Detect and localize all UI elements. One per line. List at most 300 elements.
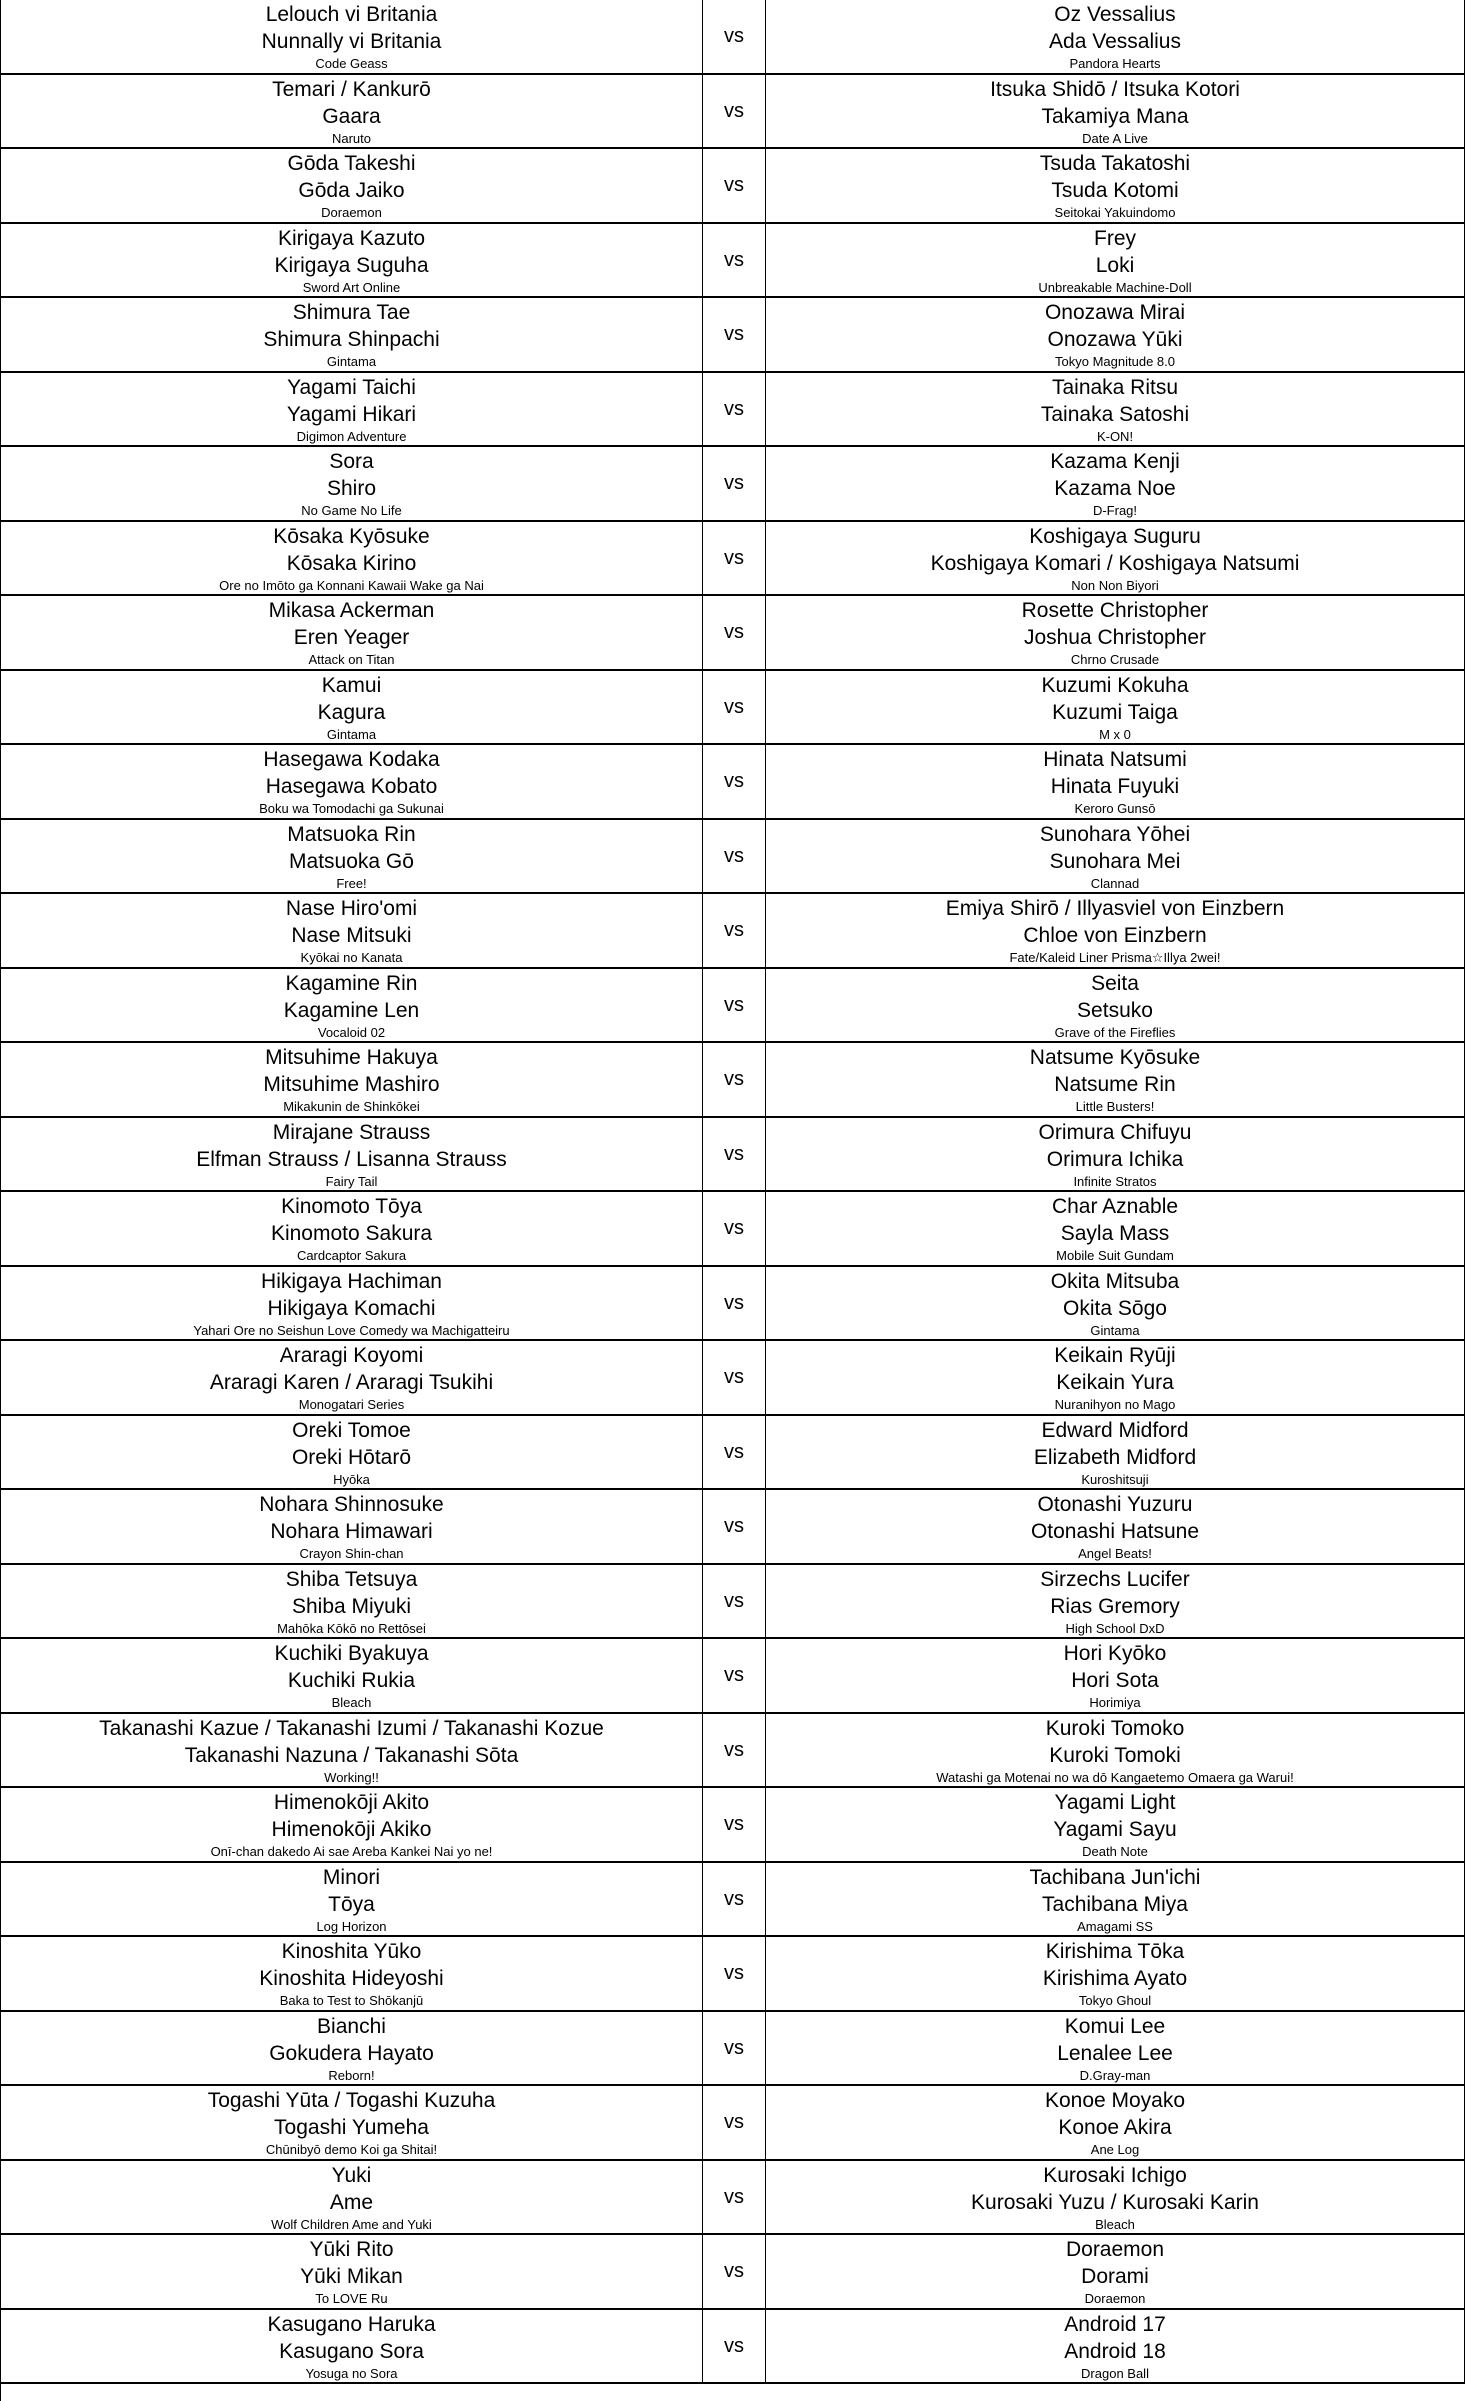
right-series-title: K-ON! [1096, 428, 1134, 444]
left-pair-cell [1, 1341, 703, 1414]
vs-cell [703, 969, 766, 1042]
left-character-2: Kinoshita Hideyoshi [259, 1967, 444, 1991]
vs-label: vs [724, 99, 744, 122]
matchup-row [1, 1416, 1465, 1491]
right-pair-cell [766, 2310, 1465, 2383]
left-character-2: Kōsaka Kirino [286, 551, 417, 575]
right-character-1: Okita Mitsuba [1050, 1269, 1180, 1293]
left-character-1: Nase Hiro'omi [285, 897, 418, 921]
left-character-2: Kagamine Len [283, 998, 420, 1022]
vs-label: vs [724, 2185, 744, 2208]
left-character-2: Gaara [322, 104, 381, 128]
left-pair-cell [1, 1639, 703, 1712]
left-series-title: Naruto [331, 130, 372, 146]
vs-cell [703, 2086, 766, 2159]
right-character-2: Tsuda Kotomi [1051, 179, 1179, 203]
vs-label: vs [724, 25, 744, 48]
vs-cell [703, 522, 766, 595]
right-character-2: Hinata Fuyuki [1050, 775, 1180, 799]
right-pair-cell [766, 969, 1465, 1042]
left-character-1: Matsuoka Rin [287, 822, 416, 846]
vs-cell [703, 298, 766, 371]
matchup-row [1, 820, 1465, 895]
right-character-2: Kurosaki Yuzu / Kurosaki Karin [971, 2190, 1259, 2214]
left-series-title: Sword Art Online [302, 279, 401, 295]
left-character-2: Kirigaya Suguha [274, 253, 429, 277]
left-series-title: Hyōka [333, 1471, 370, 1487]
left-character-2: Shimura Shinpachi [263, 328, 440, 352]
matchup-row [1, 671, 1465, 746]
right-pair-cell [766, 1416, 1465, 1489]
right-character-2: Koshigaya Komari / Koshigaya Natsumi [930, 551, 1300, 575]
vs-cell [703, 373, 766, 446]
matchup-row [1, 1565, 1465, 1640]
right-character-1: Rosette Christopher [1021, 599, 1209, 623]
left-character-1: Kasugano Haruka [267, 2312, 436, 2336]
right-pair-cell [766, 1863, 1465, 1936]
left-series-title: Kyōkai no Kanata [300, 950, 403, 966]
left-series-title: Boku wa Tomodachi ga Sukunai [259, 801, 444, 817]
left-series-title: Log Horizon [316, 1918, 387, 1934]
left-pair-cell [1, 1416, 703, 1489]
left-pair-cell [1, 596, 703, 669]
left-pair-cell [1, 373, 703, 446]
left-character-2: Takanashi Nazuna / Takanashi Sōta [184, 1743, 519, 1767]
matchup-row [1, 298, 1465, 373]
left-pair-cell [1, 1490, 703, 1563]
matchup-row [1, 1043, 1465, 1118]
left-pair-cell [1, 969, 703, 1042]
left-character-1: Yūki Rito [309, 2238, 394, 2262]
left-character-1: Himenokōji Akito [273, 1791, 430, 1815]
vs-label: vs [724, 1366, 744, 1389]
right-series-title: Horimiya [1089, 1695, 1141, 1711]
right-character-2: Dorami [1081, 2265, 1149, 2289]
left-character-2: Nase Mitsuki [291, 924, 412, 948]
right-series-title: Death Note [1082, 1844, 1148, 1860]
left-pair-cell [1, 2161, 703, 2234]
right-series-title: Little Busters! [1075, 1099, 1155, 1115]
vs-label: vs [724, 546, 744, 569]
vs-label: vs [724, 1440, 744, 1463]
left-pair-cell [1, 522, 703, 595]
vs-cell [703, 1565, 766, 1638]
left-character-2: Nohara Himawari [270, 1520, 433, 1544]
matchup-row [1, 1267, 1465, 1342]
right-character-1: Keikain Ryūji [1054, 1344, 1176, 1368]
right-pair-cell [766, 671, 1465, 744]
vs-cell [703, 596, 766, 669]
right-pair-cell [766, 2161, 1465, 2234]
left-series-title: Crayon Shin-chan [299, 1546, 404, 1562]
matchup-row [1, 1863, 1465, 1938]
right-character-1: Kurosaki Ichigo [1043, 2163, 1187, 2187]
vs-cell [703, 1788, 766, 1861]
right-character-2: Ada Vessalius [1049, 30, 1181, 54]
matchup-row [1, 969, 1465, 1044]
right-series-title: Chrno Crusade [1070, 652, 1160, 668]
left-character-1: Kinomoto Tōya [281, 1195, 422, 1219]
left-series-title: Chūnibyō demo Koi ga Shitai! [265, 2142, 438, 2158]
right-character-1: Konoe Moyako [1044, 2089, 1186, 2113]
vs-cell [703, 1416, 766, 1489]
right-series-title: Gintama [1090, 1322, 1140, 1338]
right-series-title: Clannad [1090, 875, 1140, 891]
vs-label: vs [724, 323, 744, 346]
left-character-1: Shimura Tae [292, 301, 411, 325]
vs-label: vs [724, 174, 744, 197]
vs-label: vs [724, 1142, 744, 1165]
left-pair-cell [1, 1788, 703, 1861]
right-character-1: Komui Lee [1064, 2014, 1166, 2038]
vs-label: vs [724, 1068, 744, 1091]
right-character-2: Okita Sōgo [1063, 1296, 1167, 1320]
left-character-2: Hikigaya Komachi [267, 1296, 436, 1320]
left-pair-cell [1, 1043, 703, 1116]
left-character-1: Kuchiki Byakuya [274, 1642, 429, 1666]
left-character-1: Temari / Kankurō [272, 77, 431, 101]
right-pair-cell [766, 298, 1465, 371]
left-character-2: Kinomoto Sakura [270, 1222, 433, 1246]
vs-cell [703, 75, 766, 148]
vs-label: vs [724, 695, 744, 718]
left-character-1: Lelouch vi Britania [265, 3, 438, 27]
matchup-row [1, 1788, 1465, 1863]
vs-label: vs [724, 397, 744, 420]
left-character-1: Kagamine Rin [285, 971, 418, 995]
right-pair-cell [766, 373, 1465, 446]
right-pair-cell [766, 1341, 1465, 1414]
left-character-1: Togashi Yūta / Togashi Kuzuha [207, 2089, 496, 2113]
left-character-2: Gokudera Hayato [269, 2041, 434, 2065]
left-series-title: Code Geass [315, 56, 388, 72]
right-series-title: Unbreakable Machine-Doll [1038, 279, 1192, 295]
left-series-title: Working!! [324, 1769, 379, 1785]
vs-label: vs [724, 2111, 744, 2134]
left-character-2: Himenokōji Akiko [271, 1818, 432, 1842]
right-character-2: Android 18 [1064, 2339, 1166, 2363]
right-character-2: Tainaka Satoshi [1040, 402, 1190, 426]
right-series-title: High School DxD [1065, 1620, 1165, 1636]
matchup-row [1, 447, 1465, 522]
left-series-title: To LOVE Ru [315, 2291, 388, 2307]
left-character-2: Hasegawa Kobato [265, 775, 438, 799]
left-series-title: Baka to Test to Shōkanjū [279, 1993, 424, 2009]
left-pair-cell [1, 1714, 703, 1787]
left-character-2: Tōya [328, 1892, 375, 1916]
right-pair-cell [766, 1490, 1465, 1563]
right-pair-cell [766, 522, 1465, 595]
right-character-2: Orimura Ichika [1046, 1147, 1184, 1171]
matchup-row [1, 1937, 1465, 2012]
left-series-title: Gintama [326, 354, 377, 370]
matchup-row [1, 0, 1465, 75]
right-series-title: Tokyo Ghoul [1078, 1993, 1152, 2009]
left-pair-cell [1, 820, 703, 893]
right-character-2: Otonashi Hatsune [1030, 1520, 1200, 1544]
vs-label: vs [724, 1962, 744, 1985]
left-series-title: Monogatari Series [298, 1397, 405, 1413]
left-series-title: Vocaloid 02 [317, 1024, 386, 1040]
left-pair-cell [1, 1267, 703, 1340]
left-pair-cell [1, 149, 703, 222]
left-character-1: Yuki [331, 2163, 372, 2187]
left-character-2: Nunnally vi Britania [261, 30, 442, 54]
vs-cell [703, 894, 766, 967]
right-pair-cell [766, 1267, 1465, 1340]
matchup-row [1, 596, 1465, 671]
left-pair-cell [1, 1192, 703, 1265]
left-character-1: Gōda Takeshi [287, 152, 416, 176]
left-pair-cell [1, 894, 703, 967]
right-character-1: Tachibana Jun'ichi [1029, 1865, 1201, 1889]
left-character-2: Kagura [317, 700, 386, 724]
left-series-title: Yosuga no Sora [305, 2365, 398, 2381]
right-character-2: Kazama Noe [1054, 477, 1176, 501]
left-character-1: Mikasa Ackerman [268, 599, 435, 623]
left-character-2: Mitsuhime Mashiro [263, 1073, 440, 1097]
vs-label: vs [724, 1738, 744, 1761]
vs-label: vs [724, 993, 744, 1016]
left-character-2: Kuchiki Rukia [287, 1669, 416, 1693]
vs-label: vs [724, 1291, 744, 1314]
right-character-2: Kirishima Ayato [1042, 1967, 1188, 1991]
left-character-1: Hikigaya Hachiman [261, 1269, 442, 1293]
right-character-2: Lenalee Lee [1057, 2041, 1173, 2065]
right-series-title: Angel Beats! [1078, 1546, 1152, 1562]
matchup-row [1, 373, 1465, 448]
left-character-2: Araragi Karen / Araragi Tsukihi [209, 1371, 494, 1395]
right-character-1: Seita [1091, 971, 1139, 995]
vs-label: vs [724, 1664, 744, 1687]
right-series-title: Seitokai Yakuindomo [1054, 205, 1176, 221]
right-character-1: Sirzechs Lucifer [1040, 1567, 1190, 1591]
right-character-1: Edward Midford [1041, 1418, 1189, 1442]
right-character-2: Natsume Rin [1054, 1073, 1176, 1097]
left-character-1: Bianchi [317, 2014, 386, 2038]
left-character-2: Eren Yeager [293, 626, 410, 650]
right-series-title: Infinite Stratos [1073, 1173, 1157, 1189]
left-character-1: Oreki Tomoe [292, 1418, 411, 1442]
vs-label: vs [724, 1589, 744, 1612]
left-pair-cell [1, 1118, 703, 1191]
right-character-1: Natsume Kyōsuke [1029, 1046, 1201, 1070]
matchup-row [1, 2161, 1465, 2236]
vs-cell [703, 1714, 766, 1787]
vs-label: vs [724, 1813, 744, 1836]
right-character-2: Onozawa Yūki [1047, 328, 1183, 352]
vs-cell [703, 745, 766, 818]
vs-label: vs [724, 2260, 744, 2283]
right-character-1: Onozawa Mirai [1044, 301, 1186, 325]
right-series-title: Keroro Gunsō [1074, 801, 1156, 817]
right-character-1: Tainaka Ritsu [1051, 375, 1179, 399]
right-character-1: Kazama Kenji [1050, 450, 1180, 474]
matchup-row [1, 522, 1465, 597]
right-pair-cell [766, 224, 1465, 297]
right-series-title: Amagami SS [1077, 1918, 1153, 1934]
left-character-1: Kōsaka Kyōsuke [273, 524, 430, 548]
left-series-title: Wolf Children Ame and Yuki [271, 2216, 432, 2232]
right-character-1: Doraemon [1065, 2238, 1165, 2262]
right-character-1: Kirishima Tōka [1045, 1940, 1185, 1964]
right-pair-cell [766, 820, 1465, 893]
right-character-2: Chloe von Einzbern [1023, 924, 1207, 948]
vs-cell [703, 2012, 766, 2085]
matchup-row [1, 2310, 1465, 2385]
vs-label: vs [724, 472, 744, 495]
matchup-row [1, 1714, 1465, 1789]
right-series-title: Watashi ga Motenai no wa dō Kangaetemo Omaera ga Warui! [936, 1769, 1294, 1785]
right-character-2: Rias Gremory [1050, 1594, 1180, 1618]
right-series-title: Mobile Suit Gundam [1056, 1248, 1174, 1264]
vs-cell [703, 671, 766, 744]
vs-cell [703, 1490, 766, 1563]
right-pair-cell [766, 447, 1465, 520]
left-series-title: Mahōka Kōkō no Rettōsei [277, 1620, 426, 1636]
right-character-2: Sayla Mass [1060, 1222, 1170, 1246]
right-pair-cell [766, 1565, 1465, 1638]
matchup-row [1, 1639, 1465, 1714]
right-character-2: Yagami Sayu [1053, 1818, 1177, 1842]
right-pair-cell [766, 1639, 1465, 1712]
vs-cell [703, 2310, 766, 2383]
left-character-2: Oreki Hōtarō [291, 1445, 412, 1469]
right-series-title: Ane Log [1090, 2142, 1140, 2158]
left-series-title: Attack on Titan [308, 652, 395, 668]
matchup-row [1, 1490, 1465, 1565]
right-character-2: Keikain Yura [1056, 1371, 1174, 1395]
left-character-1: Nohara Shinnosuke [259, 1493, 444, 1517]
right-series-title: Dragon Ball [1081, 2365, 1149, 2381]
left-character-2: Yūki Mikan [300, 2265, 403, 2289]
vs-cell [703, 2161, 766, 2234]
left-character-1: Shiba Tetsuya [285, 1567, 418, 1591]
left-character-2: Yagami Hikari [286, 402, 417, 426]
left-series-title: Onī-chan dakedo Ai sae Areba Kankei Nai yo ne! [210, 1844, 493, 1860]
right-character-1: Orimura Chifuyu [1038, 1120, 1192, 1144]
right-character-1: Tsuda Takatoshi [1039, 152, 1191, 176]
right-series-title: Doraemon [1084, 2291, 1146, 2307]
vs-label: vs [724, 1515, 744, 1538]
left-series-title: Free! [336, 875, 367, 891]
matchup-row [1, 2012, 1465, 2087]
right-pair-cell [766, 2235, 1465, 2308]
right-series-title: Non Non Biyori [1071, 577, 1159, 593]
vs-cell [703, 1341, 766, 1414]
matchup-row [1, 1341, 1465, 1416]
vs-cell [703, 149, 766, 222]
right-character-1: Itsuka Shidō / Itsuka Kotori [990, 77, 1240, 101]
left-pair-cell [1, 1863, 703, 1936]
right-series-title: Bleach [1095, 2216, 1135, 2232]
left-series-title: Yahari Ore no Seishun Love Comedy wa Machigatteiru [193, 1322, 510, 1338]
left-character-1: Kamui [321, 673, 382, 697]
matchup-row [1, 1192, 1465, 1267]
vs-cell [703, 447, 766, 520]
left-character-2: Togashi Yumeha [274, 2116, 429, 2140]
vs-label: vs [724, 1217, 744, 1240]
left-pair-cell [1, 1565, 703, 1638]
right-character-1: Char Aznable [1051, 1195, 1179, 1219]
right-character-1: Hori Kyōko [1063, 1642, 1167, 1666]
vs-cell [703, 1863, 766, 1936]
matchup-row [1, 149, 1465, 224]
left-pair-cell [1, 1937, 703, 2010]
vs-cell [703, 1043, 766, 1116]
right-series-title: D.Gray-man [1079, 2067, 1151, 2083]
right-character-2: Sunohara Mei [1049, 849, 1181, 873]
left-character-2: Shiro [326, 477, 377, 501]
right-series-title: M x 0 [1099, 726, 1131, 742]
matchup-row [1, 2086, 1465, 2161]
right-character-1: Kuroki Tomoko [1045, 1716, 1185, 1740]
matchup-row [1, 894, 1465, 969]
left-pair-cell [1, 75, 703, 148]
left-pair-cell [1, 0, 703, 73]
vs-label: vs [724, 844, 744, 867]
vs-label: vs [724, 248, 744, 271]
vs-cell [703, 1118, 766, 1191]
left-character-2: Gōda Jaiko [298, 179, 405, 203]
right-character-1: Frey [1094, 226, 1136, 250]
left-character-1: Sora [329, 450, 374, 474]
right-character-2: Kuzumi Taiga [1052, 700, 1178, 724]
right-character-1: Oz Vessalius [1054, 3, 1176, 27]
left-character-1: Hasegawa Kodaka [263, 748, 440, 772]
right-pair-cell [766, 745, 1465, 818]
left-character-1: Yagami Taichi [287, 375, 416, 399]
right-series-title: Date A Live [1082, 130, 1148, 146]
right-series-title: Pandora Hearts [1069, 56, 1161, 72]
left-character-2: Ame [329, 2190, 374, 2214]
left-character-1: Kinoshita Yūko [281, 1940, 422, 1964]
right-character-1: Emiya Shirō / Illyasviel von Einzbern [945, 897, 1285, 921]
left-series-title: Digimon Adventure [296, 428, 407, 444]
right-pair-cell [766, 149, 1465, 222]
right-series-title: Tokyo Magnitude 8.0 [1055, 354, 1175, 370]
right-pair-cell [766, 2012, 1465, 2085]
vs-cell [703, 0, 766, 73]
right-character-2: Kuroki Tomoki [1049, 1743, 1181, 1767]
right-series-title: Kuroshitsuji [1081, 1471, 1149, 1487]
right-pair-cell [766, 894, 1465, 967]
right-pair-cell [766, 1192, 1465, 1265]
right-pair-cell [766, 0, 1465, 73]
right-series-title: Nuranihyon no Mago [1054, 1397, 1176, 1413]
left-series-title: Fairy Tail [325, 1173, 378, 1189]
left-series-title: Ore no Imōto ga Konnani Kawaii Wake ga Nai [219, 577, 484, 593]
vs-cell [703, 1267, 766, 1340]
right-character-1: Otonashi Yuzuru [1037, 1493, 1193, 1517]
left-pair-cell [1, 2310, 703, 2383]
left-character-2: Matsuoka Gō [289, 849, 414, 873]
left-character-2: Kasugano Sora [279, 2339, 424, 2363]
vs-label: vs [724, 919, 744, 942]
left-pair-cell [1, 671, 703, 744]
right-character-2: Takamiya Mana [1041, 104, 1189, 128]
left-series-title: No Game No Life [301, 503, 402, 519]
left-character-1: Araragi Koyomi [279, 1344, 424, 1368]
right-character-1: Yagami Light [1054, 1791, 1176, 1815]
right-character-1: Sunohara Yōhei [1039, 822, 1191, 846]
left-series-title: Gintama [326, 726, 377, 742]
left-series-title: Mikakunin de Shinkōkei [283, 1099, 420, 1115]
right-pair-cell [766, 1118, 1465, 1191]
left-pair-cell [1, 447, 703, 520]
right-character-2: Elizabeth Midford [1033, 1445, 1197, 1469]
matchup-row [1, 224, 1465, 299]
